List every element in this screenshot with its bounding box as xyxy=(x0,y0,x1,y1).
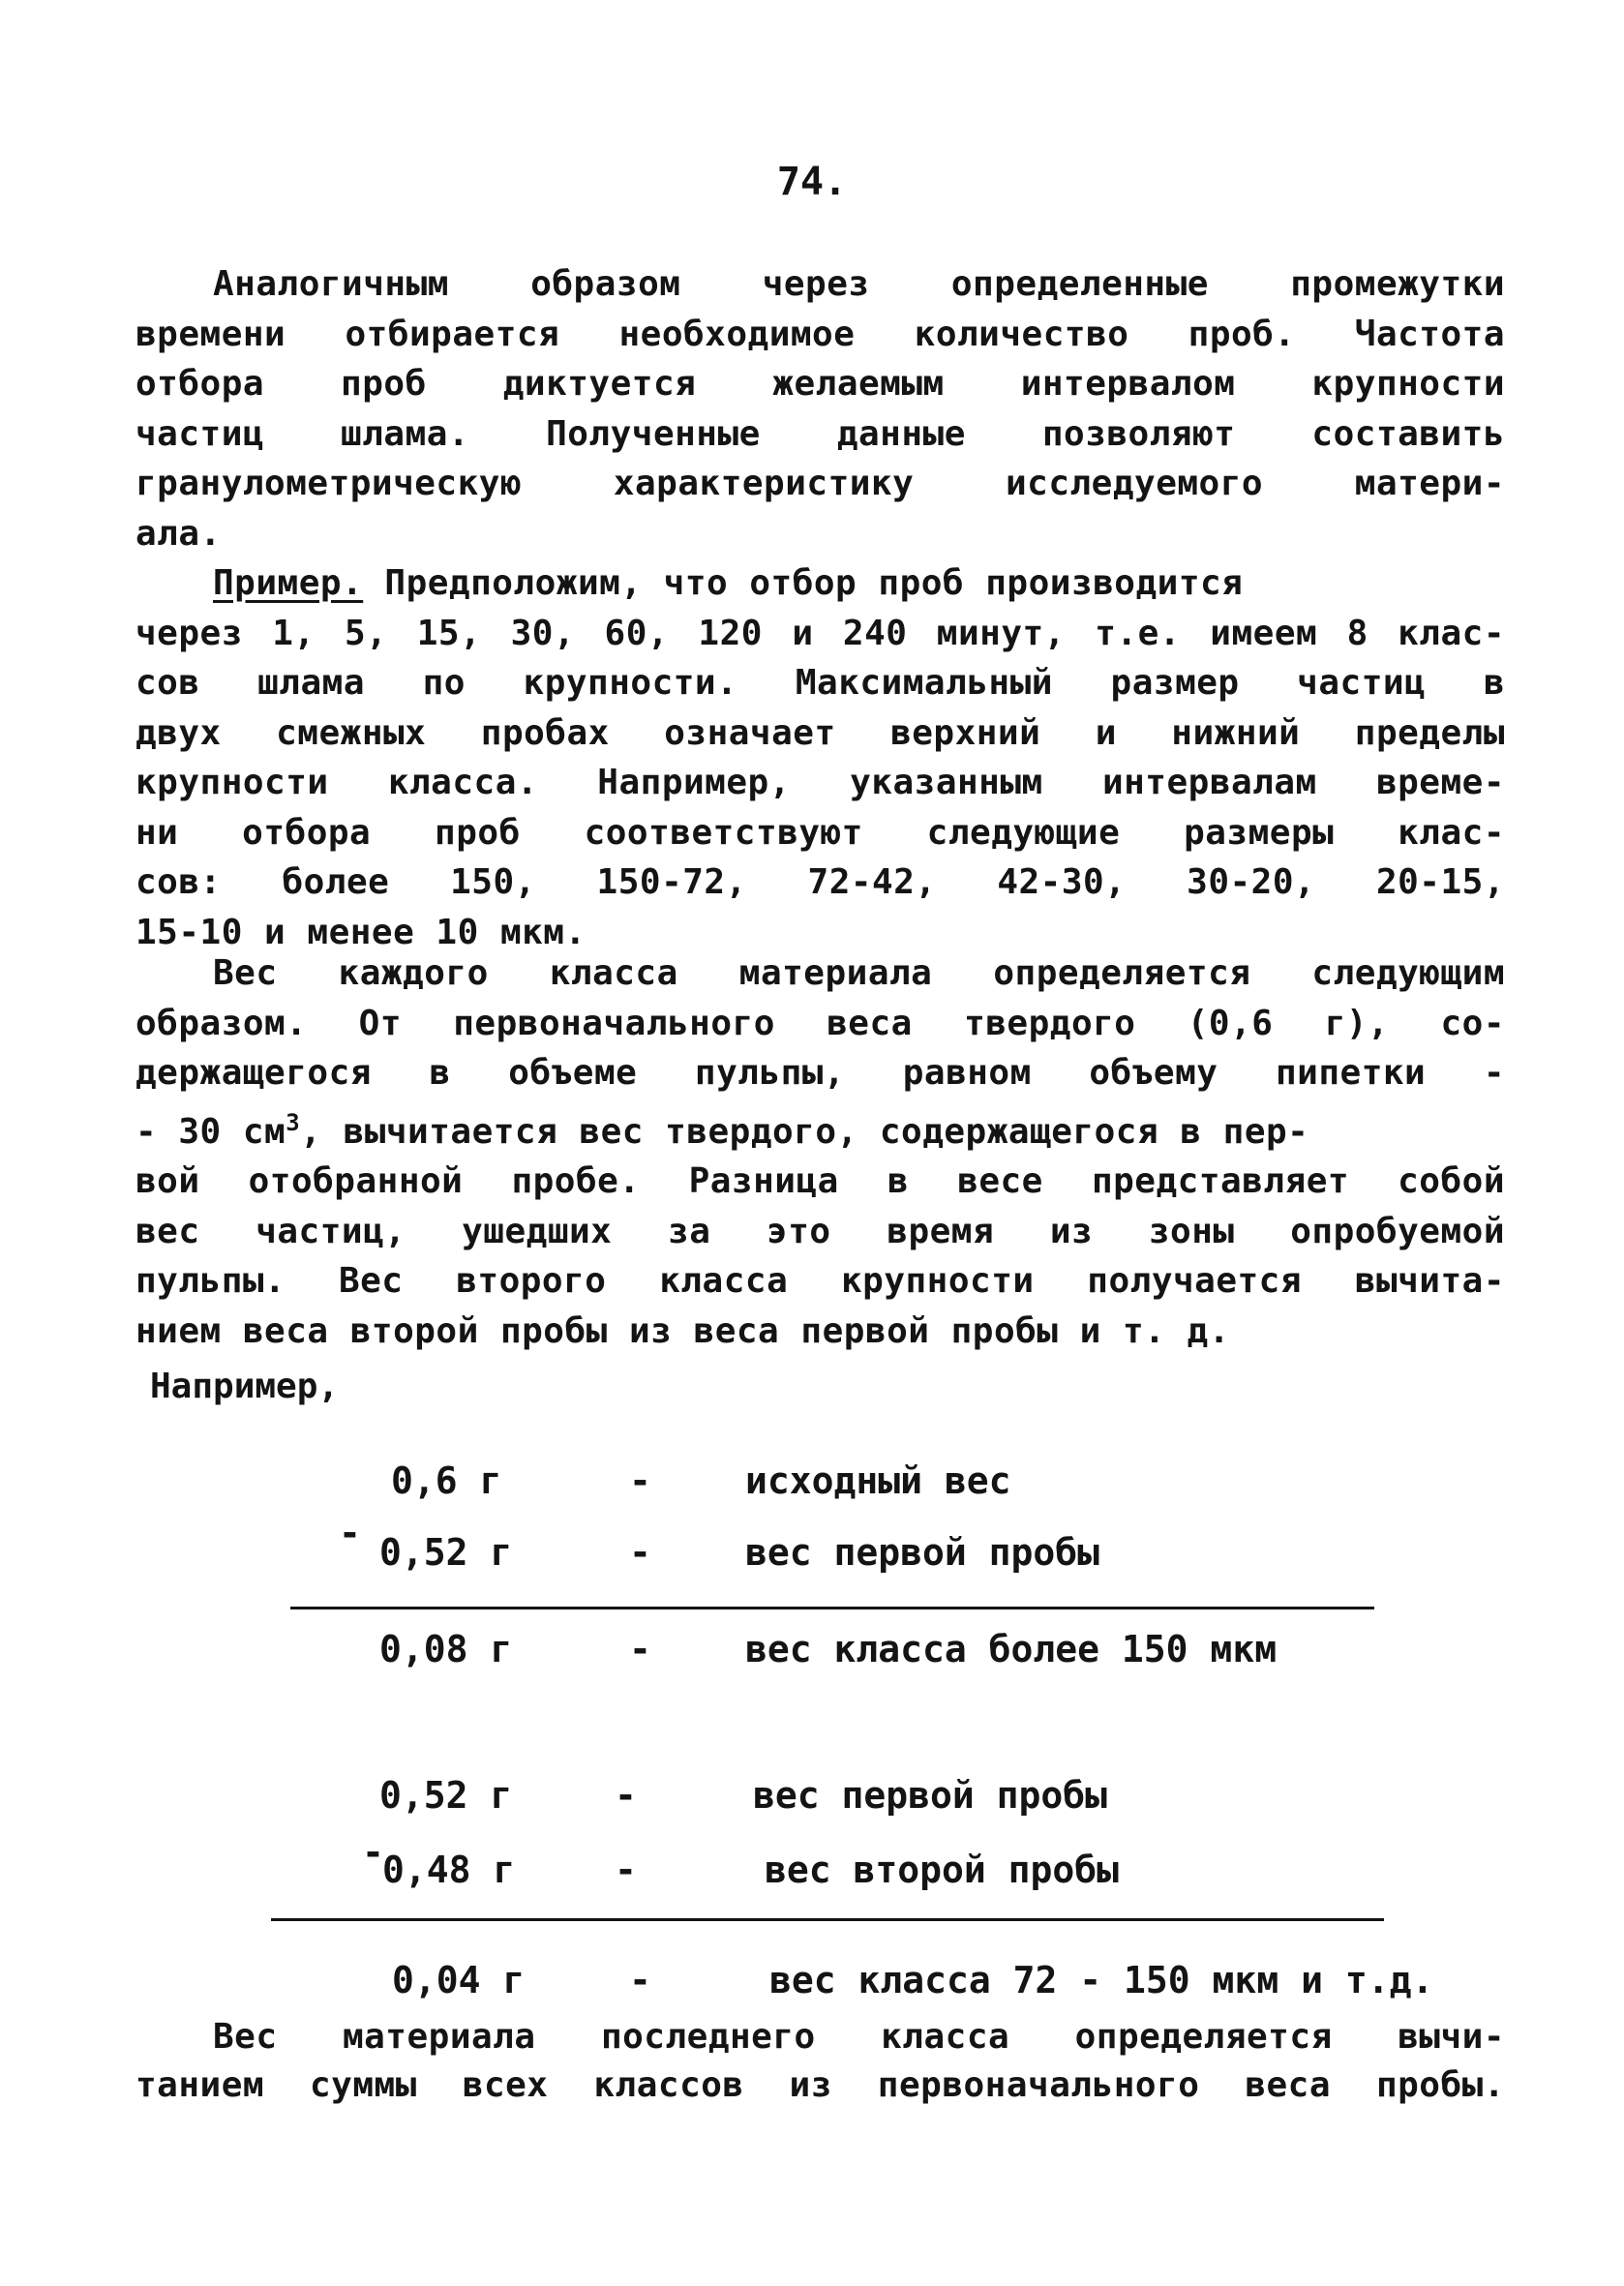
calc-row xyxy=(0,1774,1624,1822)
calc-row xyxy=(0,1959,1624,2007)
calc-dash: - xyxy=(615,1774,637,1817)
text-line: двух смежных пробах означает верхний и нижний пределы xyxy=(135,712,1505,753)
text-line: 15-10 и менее 10 мкм. xyxy=(135,912,586,952)
text-line: ала. xyxy=(135,513,222,554)
text-line: вой отобранной пробе. Разница в весе представляет собой xyxy=(135,1161,1505,1201)
calc-description: вес первой пробы xyxy=(753,1774,1108,1817)
paragraph-3 xyxy=(135,948,1505,1356)
subtraction-sign: - xyxy=(362,1831,384,1874)
text-line: гранулометрическую характеристику исследуемого матери- xyxy=(135,464,1505,503)
text-fragment: - 30 см xyxy=(135,1111,286,1152)
calc-description: исходный вес xyxy=(745,1459,1011,1502)
text-line: времени отбирается необходимое количество проб. Частота xyxy=(135,314,1505,354)
text-line: через 1, 5, 15, 30, 60, 120 и 240 минут, т.е. имеем 8 клас- xyxy=(135,613,1505,653)
calc-dash: - xyxy=(629,1459,651,1502)
text-line xyxy=(135,1098,1505,1158)
calc-row xyxy=(0,1831,1624,1897)
text-line: отбора проб диктуется желаемым интервалом крупности xyxy=(135,364,1505,404)
calc-row xyxy=(0,1459,1624,1508)
example-label: Пример. xyxy=(213,563,364,603)
calc-dash: - xyxy=(615,1849,637,1891)
calc-description: вес второй пробы xyxy=(765,1849,1120,1891)
text-line: сов: более 150, 150-72, 72-42, 42-30, 30-20, 20-15, xyxy=(135,862,1505,902)
calc-description: вес класса 72 - 150 мкм и т.д. xyxy=(769,1959,1434,2001)
calc-row xyxy=(0,1512,1624,1579)
text-line: вес частиц, ушедших за это время из зоны опробуемой xyxy=(135,1211,1505,1251)
page-number: 74. xyxy=(776,160,848,204)
sum-rule xyxy=(290,1607,1374,1609)
text-line: крупности класса. Например, указанным интервалам време- xyxy=(135,763,1505,802)
calc-value: 0,52 г xyxy=(379,1531,513,1574)
calc-value: 0,08 г xyxy=(379,1628,513,1670)
text-line: Вес каждого класса материала определяется следующим xyxy=(213,953,1505,993)
paragraph-1 xyxy=(135,259,1505,558)
calc-value: 0,48 г xyxy=(382,1849,516,1891)
calc-description: вес класса более 150 мкм xyxy=(745,1628,1278,1670)
for-example-label: Например, xyxy=(150,1367,340,1406)
calc-value: 0,6 г xyxy=(391,1459,502,1502)
text-line: нием веса второй пробы из веса первой пробы и т. д. xyxy=(135,1310,1230,1351)
subtraction-sign: - xyxy=(339,1512,361,1554)
calc-dash: - xyxy=(629,1959,651,2001)
superscript: 3 xyxy=(286,1108,301,1136)
calc-row xyxy=(0,1628,1624,1676)
text-line: пульпы. Вес второго класса крупности получается вычита- xyxy=(135,1261,1505,1301)
text-line: ни отбора проб соответствуют следующие размеры клас- xyxy=(135,812,1505,853)
text-fragment: , вычитается вес твердого, содержащегося в пер- xyxy=(300,1111,1309,1152)
calc-value: 0,04 г xyxy=(392,1959,526,2001)
sum-rule xyxy=(271,1918,1384,1921)
text-fragment: Предположим, что отбор проб производится xyxy=(363,563,1244,603)
text-line: сов шлама по крупности. Максимальный размер частиц в xyxy=(135,663,1505,703)
calc-dash: - xyxy=(629,1531,651,1574)
final-paragraph xyxy=(135,2013,1505,2110)
calc-description: вес первой пробы xyxy=(745,1531,1100,1574)
text-line: держащегося в объеме пульпы, равном объему пипетки - xyxy=(135,1053,1505,1093)
calc-value: 0,52 г xyxy=(379,1774,513,1817)
paragraph-2 xyxy=(135,558,1505,957)
text-line xyxy=(135,558,1505,609)
text-line: танием суммы всех классов из первоначального веса пробы. xyxy=(135,2065,1505,2105)
text-line: Аналогичным образом через определенные промежутки xyxy=(213,264,1505,304)
text-line: образом. От первоначального веса твердого (0,6 г), со- xyxy=(135,1003,1505,1043)
text-line: частиц шлама. Полученные данные позволяют составить xyxy=(135,413,1505,454)
text-line: Вес материала последнего класса определяется вычи- xyxy=(213,2017,1505,2057)
calc-dash: - xyxy=(629,1628,651,1670)
